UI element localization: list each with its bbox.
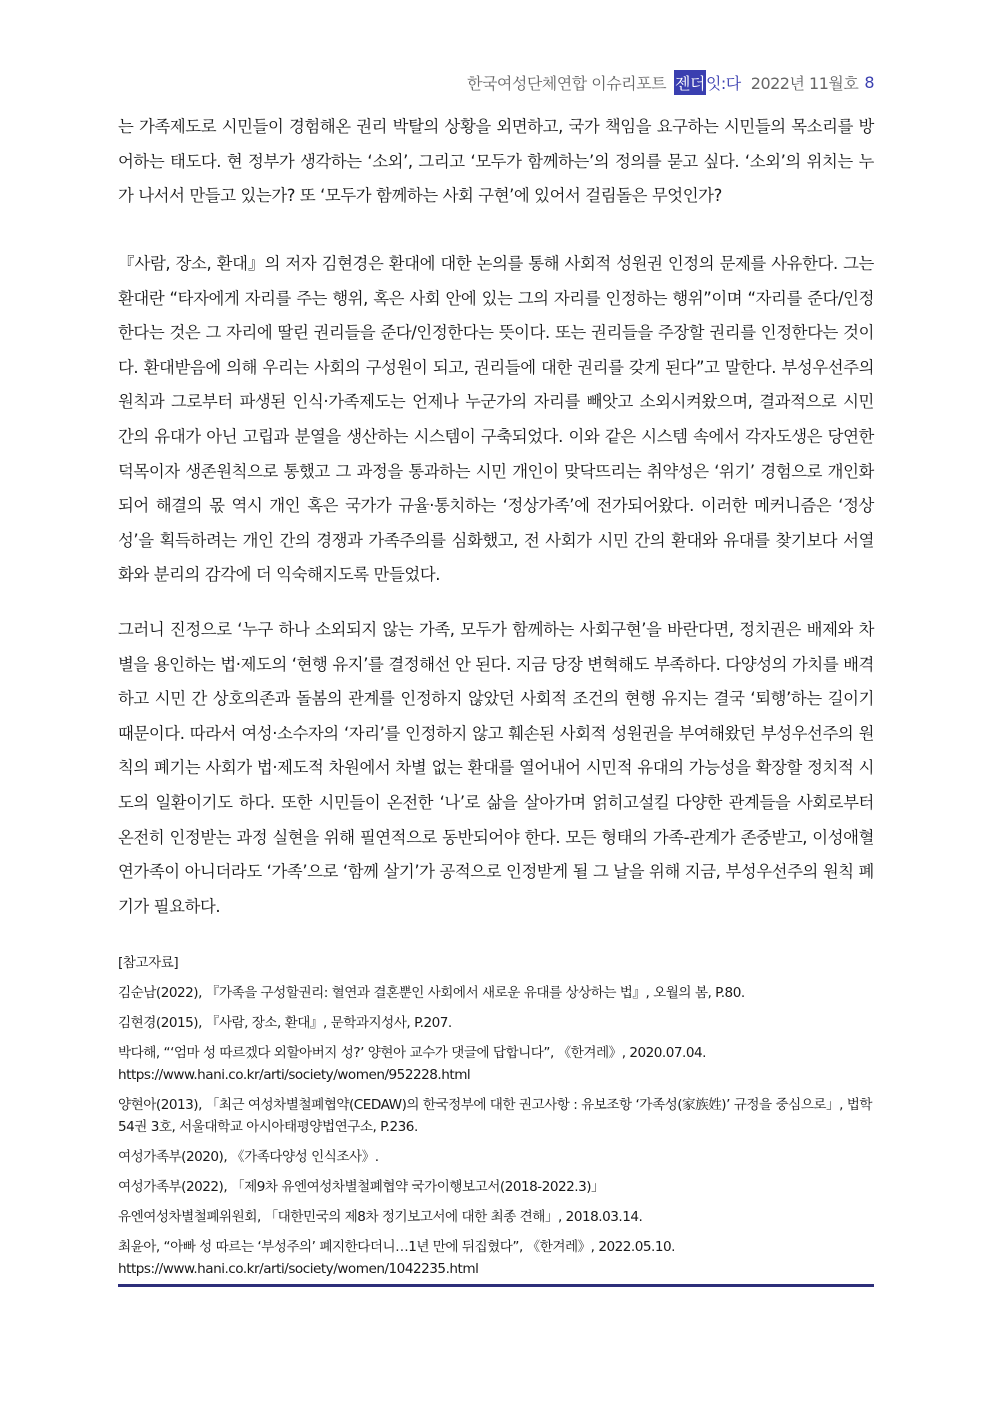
references-section [118,952,874,1288]
reference-text: 유엔여성차별철폐위원회, 「대한민국의 제8차 정기보고서에 대한 최종 견해」, 2018.03.14. [118,1209,643,1225]
reference-text: 최윤아, “아빠 성 따르는 ‘부성주의’ 폐지한다더니…1년 만에 뒤집혔다”, 《한겨레》, 2022.05.10. [118,1239,675,1255]
body-paragraph: 그러니 진정으로 ‘누구 하나 소외되지 않는 가족, 모두가 함께하는 사회구현’을 바란다면, 정치권은 배제와 차별을 용인하는 법·제도의 ‘현행 유지’를 결정해선 안 된다. 지금 당장 변혁해도 부족하다. 다양성의 가치를 배격하고 시민 간 상호의존과 돌봄의 관계를 인정하지 않았던 사회적 조건의 현행 유지는 결국 ‘퇴행’하는 길이기 때문이다. 따라서 여성·소수자의 ‘자리’를 인정하지 않고 훼손된 사회적 성원권을 부여해왔던 부성우선주의 원칙의 폐기는 사회가 법·제도적 차원에서 차별 없는 환대를 열어내어 시민적 유대의 가능성을 확장할 정치적 시도의 일환이기도 하다. 또한 시민들이 온전한 ‘나’로 삶을 살아가며 얽히고설킬 다양한 관계들을 사회로부터 온전히 인정받는 과정 실현을 위해 필연적으로 동반되어야 한다. 모든 형태의 가족-관계가 존중받고, 이성애혈연가족이 아니더라도 ‘가족’으로 ‘함께 살기’가 공적으로 인정받게 될 그 날을 위해 지금, 부성우선주의 원칙 폐기가 필요하다. [118,620,874,916]
reference-item [118,1146,874,1168]
reference-text: 김순남(2022), 『가족을 구성할권리: 혈연과 결혼뿐인 사회에서 새로운 유대를 상상하는 법』, 오월의 봄, P.80. [118,985,745,1001]
reference-text: 여성가족부(2022), 「제9차 유엔여성차별철폐협약 국가이행보고서(2018-2022.3)」 [118,1179,605,1195]
reference-text: 김현경(2015), 『사람, 장소, 환대』, 문학과지성사, P.207. [118,1015,452,1031]
reference-item [118,1176,874,1198]
header-issue: 2022년 11월호 [750,74,859,93]
reference-item [118,1042,874,1086]
brand-highlight: 젠더 [674,70,706,95]
brand-rest: 잇:다 [705,74,741,93]
reference-text: 여성가족부(2020), 《가족다양성 인식조사》. [118,1149,379,1165]
footer-divider [118,1284,874,1287]
page-header [467,70,874,95]
header-brand-logo [674,70,741,95]
reference-text: 박다해, “‘엄마 성 따르겠다 외할아버지 성?’ 양현아 교수가 댓글에 답합니다”, 《한겨레》, 2020.07.04. [118,1045,706,1061]
reference-item [118,1236,874,1280]
body-paragraph: 는 가족제도로 시민들이 경험해온 권리 박탈의 상황을 외면하고, 국가 책임을 요구하는 시민들의 목소리를 방어하는 태도다. 현 정부가 생각하는 ‘소외’, 그리고 ‘모두가 함께하는’의 정의를 묻고 싶다. ‘소외’의 위치는 누가 나서서 만들고 있는가? 또 ‘모두가 함께하는 사회 구현’에 있어서 걸림돌은 무엇인가? [118,117,874,206]
references-title: [참고자료] [118,955,179,971]
reference-item [118,1094,874,1138]
page-number: 8 [864,73,874,92]
body-paragraph: 『사람, 장소, 환대』의 저자 김현경은 환대에 대한 논의를 통해 사회적 성원권 인정의 문제를 사유한다. 그는 환대란 “타자에게 자리를 주는 행위, 혹은 사회 안에 있는 그의 자리를 인정하는 행위”이며 “자리를 준다/인정한다는 것은 그 자리에 딸린 권리들을 준다/인정한다는 뜻이다. 또는 권리들을 주장할 권리를 인정한다는 것이다. 환대받음에 의해 우리는 사회의 구성원이 되고, 권리들에 대한 권리를 갖게 된다”고 말한다. 부성우선주의 원칙과 그로부터 파생된 인식·가족제도는 언제나 누군가의 자리를 빼앗고 소외시켜왔으며, 결과적으로 시민 간의 유대가 아닌 고립과 분열을 생산하는 시스템이 구축되었다. 이와 같은 시스템 속에서 각자도생은 당연한 덕목이자 생존원칙으로 통했고 그 과정을 통과하는 시민 개인이 맞닥뜨리는 취약성은 ‘위기’ 경험으로 개인화되어 해결의 몫 역시 개인 혹은 국가가 규율·통치하는 ‘정상가족’에 전가되어왔다. 이러한 메커니즘은 ‘정상성’을 획득하려는 개인 간의 경쟁과 가족주의를 심화했고, 전 사회가 시민 간의 환대와 유대를 찾기보다 서열화와 분리의 감각에 더 익숙해지도록 만들었다. [118,254,874,585]
reference-item [118,982,874,1004]
reference-text: 양현아(2013), 「최근 여성차별철폐협약(CEDAW)의 한국정부에 대한 권고사항 : 유보조항 ‘가족성(家族姓)’ 규정을 중심으로」, 법학 54권 3호, 서울대학교 아시아태평양법연구소, P.236. [118,1097,872,1135]
reference-item [118,1206,874,1228]
reference-url[interactable]: https://www.hani.co.kr/arti/society/women/952228.html [118,1067,471,1083]
reference-item [118,1012,874,1034]
header-org: 한국여성단체연합 이슈리포트 [467,74,667,93]
reference-url[interactable]: https://www.hani.co.kr/arti/society/women/1042235.html [118,1261,479,1277]
